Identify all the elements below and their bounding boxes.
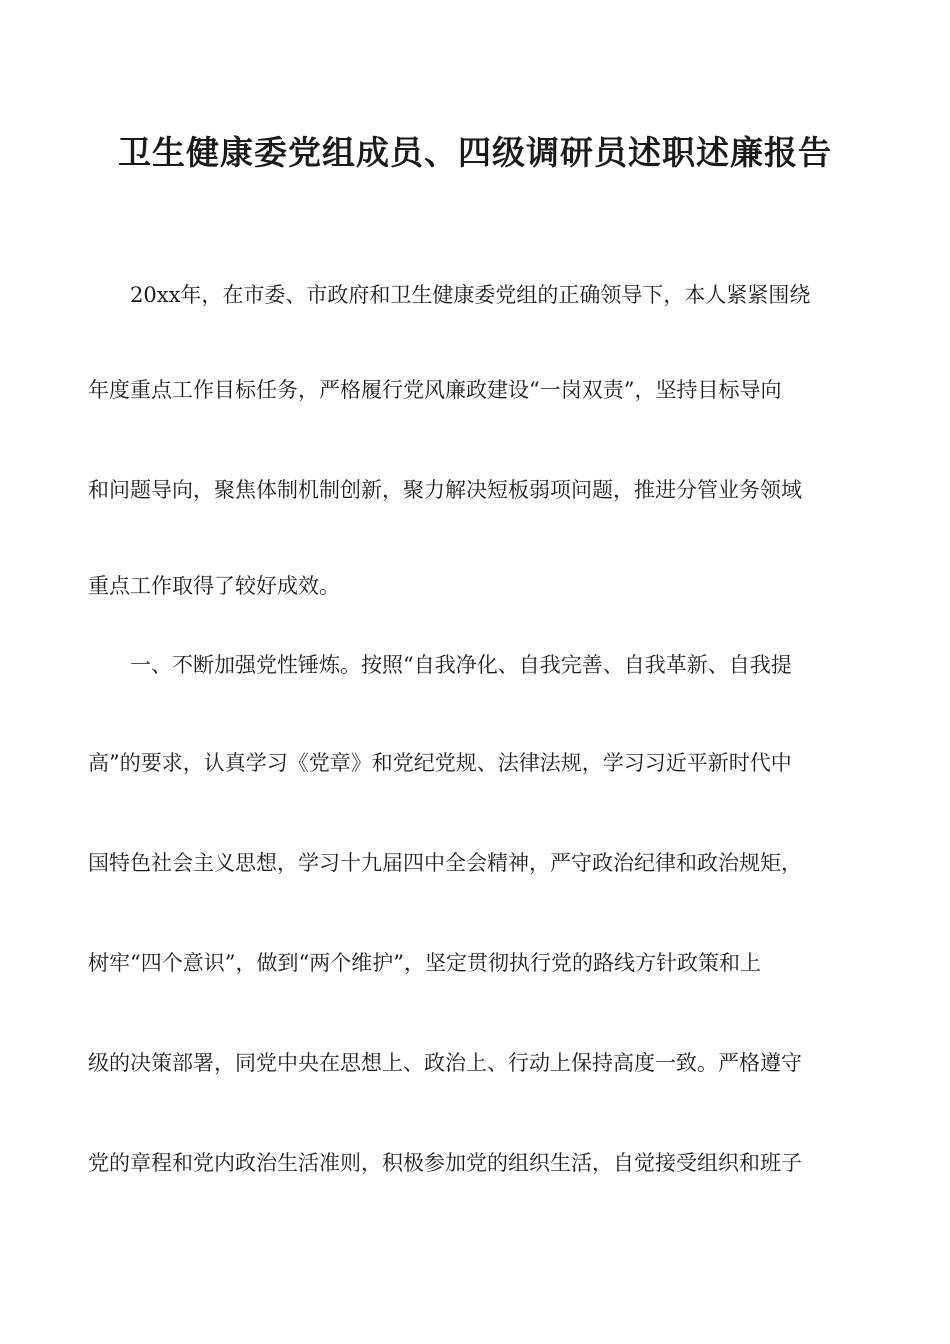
paragraph-line: 高”的要求，认真学习《党章》和党纪党规、法律法规，学习习近平新时代中 — [88, 751, 792, 775]
paragraph-line: 级的决策部署，同党中央在思想上、政治上、行动上保持高度一致。严格遵守 — [88, 1051, 802, 1075]
paragraph-line: 党的章程和党内政治生活准则，积极参加党的组织生活，自觉接受组织和班子 — [88, 1151, 802, 1175]
section-heading-line: 一、不断加强党性锤炼。按照“自我净化、自我完善、自我革新、自我提 — [130, 653, 792, 677]
paragraph-line: 年度重点工作目标任务，严格履行党风廉政建设“一岗双责”，坚持目标导向 — [88, 378, 782, 402]
paragraph-line: 和问题导向，聚焦体制机制创新，聚力解决短板弱项问题，推进分管业务领域 — [88, 478, 802, 502]
document-title: 卫生健康委党组成员、四级调研员述职述廉报告 — [118, 133, 832, 172]
paragraph-line: 树牢“四个意识”，做到“两个维护”，坚定贯彻执行党的路线方针政策和上 — [88, 951, 761, 975]
paragraph-line: 20xx年，在市委、市政府和卫生健康委党组的正确领导下，本人紧紧围绕 — [130, 283, 811, 307]
paragraph-line: 国特色社会主义思想，学习十九届四中全会精神，严守政治纪律和政治规矩， — [88, 851, 802, 875]
paragraph-line: 重点工作取得了较好成效。 — [88, 574, 340, 598]
